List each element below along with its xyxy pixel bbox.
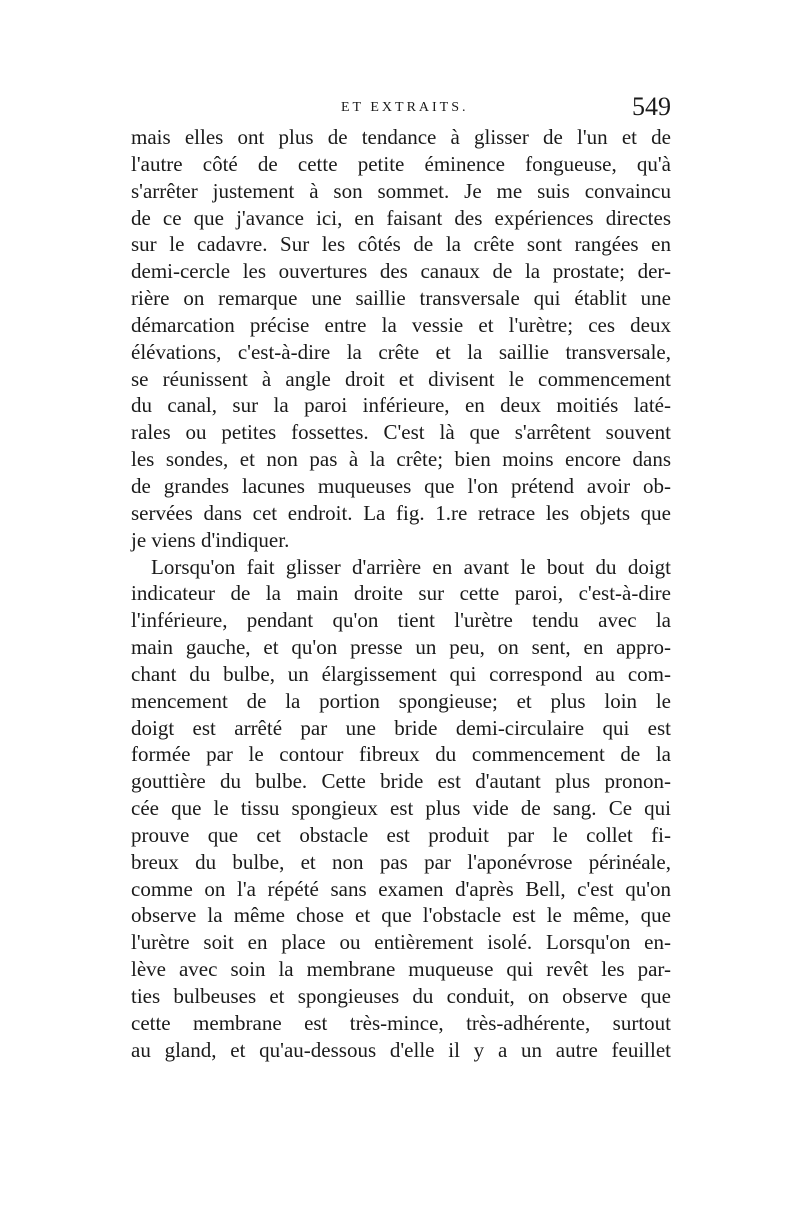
paragraph-first-line: Lorsqu'on fait glisser d'arrière en avant le bout du doigt [151, 554, 671, 579]
text-line: indicateur de la main droite sur cette paroi, c'est-à-dire [131, 581, 671, 606]
body-text [131, 124, 671, 1064]
text-line: prouve que cet obstacle est produit par le collet fi- [131, 822, 671, 847]
text-line: demi-cercle les ouvertures des canaux de la prostate; der- [131, 259, 671, 284]
text-line: l'urètre soit en place ou entièrement isolé. Lorsqu'on en- [131, 930, 671, 955]
text-line: main gauche, et qu'on presse un peu, on sent, en appro- [131, 635, 671, 660]
text-line: rales ou petites fossettes. C'est là que s'arrêtent souvent [131, 420, 671, 445]
text-line: au gland, et qu'au-dessous d'elle il y a un autre feuillet [131, 1037, 671, 1062]
text-line: se réunissent à angle droit et divisent le commencement [131, 366, 671, 391]
text-line: cée que le tissu spongieux est plus vide de sang. Ce qui [131, 796, 671, 821]
text-line: sur le cadavre. Sur les côtés de la crête sont rangées en [131, 232, 671, 257]
text-line: du canal, sur la paroi inférieure, en deux moitiés laté- [131, 393, 671, 418]
page-header [131, 92, 671, 122]
running-head: ET EXTRAITS. [341, 100, 469, 115]
text-line: élévations, c'est-à-dire la crête et la saillie transversale, [131, 339, 671, 364]
text-line: comme on l'a répété sans examen d'après Bell, c'est qu'on [131, 876, 671, 901]
text-line: rière on remarque une saillie transversale qui établit une [131, 286, 671, 311]
text-line: formée par le contour fibreux du commencement de la [131, 742, 671, 767]
paragraph-end-line: je viens d'indiquer. [131, 527, 290, 552]
text-line: observe la même chose et que l'obstacle est le même, que [131, 903, 671, 928]
text-line: démarcation précise entre la vessie et l'urètre; ces deux [131, 312, 671, 337]
text-line: mais elles ont plus de tendance à glisser de l'un et de [131, 125, 671, 149]
text-line: de grandes lacunes muqueuses que l'on prétend avoir ob- [131, 473, 671, 498]
text-line: cette membrane est très-mince, très-adhérente, surtout [131, 1010, 671, 1035]
text-line: l'autre côté de cette petite éminence fongueuse, qu'à [131, 151, 671, 176]
text-line: chant du bulbe, un élargissement qui correspond au com- [131, 661, 671, 686]
text-line: lève avec soin la membrane muqueuse qui revêt les par- [131, 957, 671, 982]
text-line: mencement de la portion spongieuse; et plus loin le [131, 688, 671, 713]
text-line: les sondes, et non pas à la crête; bien moins encore dans [131, 447, 671, 472]
text-line: de ce que j'avance ici, en faisant des expériences directes [131, 205, 671, 230]
text-line: servées dans cet endroit. La fig. 1.re retrace les objets que [131, 500, 671, 525]
text-line: breux du bulbe, et non pas par l'aponévrose périnéale, [131, 849, 671, 874]
text-line: l'inférieure, pendant qu'on tient l'urètre tendu avec la [131, 608, 671, 633]
text-line: gouttière du bulbe. Cette bride est d'autant plus pronon- [131, 769, 671, 794]
text-line: doigt est arrêté par une bride demi-circulaire qui est [131, 715, 671, 740]
page-number: 549 [632, 92, 671, 121]
text-line: ties bulbeuses et spongieuses du conduit, on observe que [131, 984, 671, 1008]
text-line: s'arrêter justement à son sommet. Je me suis convaincu [131, 178, 671, 203]
